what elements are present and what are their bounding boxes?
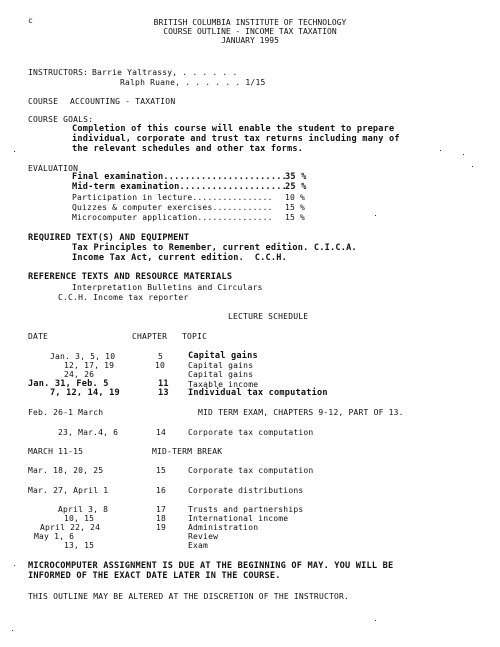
schedule-row-date: 7, 12, 14, 19 xyxy=(50,388,120,398)
schedule-row-date: April 3, 8 xyxy=(58,505,109,514)
schedule-row-chapter: 13 xyxy=(158,388,169,398)
course-value: ACCOUNTING - TAXATION xyxy=(70,97,176,106)
schedule-row-chapter: 15 xyxy=(156,466,167,475)
evaluation-item-value: 35 % xyxy=(285,172,307,182)
page-mark: c xyxy=(28,16,34,25)
schedule-row-date: Jan. 31, Feb. 5 xyxy=(28,379,109,389)
schedule-row-date: Jan. 3, 5, 10 xyxy=(50,352,116,361)
evaluation-item-name: Mid-term examination.................... xyxy=(72,182,287,192)
schedule-row-topic: Capital gains xyxy=(188,351,258,361)
schedule-row-chapter: 14 xyxy=(156,428,167,437)
required-line-2: Income Tax Act, current edition. C.C.H. xyxy=(72,253,287,263)
required-line-1: Tax Principles to Remember, current edition. C.I.C.A. xyxy=(72,243,357,253)
schedule-row-chapter: 17 xyxy=(156,505,167,514)
evaluation-item-name: Quizzes & computer exercises............ xyxy=(72,203,273,212)
schedule-row-topic: Trusts and partnerships xyxy=(188,505,304,514)
schedule-row-chapter: 5 xyxy=(158,352,164,361)
evaluation-label: EVALUATION xyxy=(28,164,79,173)
schedule-row-topic: International income xyxy=(188,514,289,523)
evaluation-item-name: Final examination....................... xyxy=(72,172,287,182)
reference-label: REFERENCE TEXTS AND RESOURCE MATERIALS xyxy=(28,272,233,282)
schedule-row-chapter: MID-TERM BREAK xyxy=(152,447,223,456)
schedule-row-date: 12, 17, 19 xyxy=(64,361,115,370)
schedule-row-chapter: 19 xyxy=(156,523,167,532)
schedule-row-topic: Administration xyxy=(188,523,259,532)
course-label: COURSE xyxy=(28,97,59,106)
schedule-row-chapter: 11 xyxy=(158,379,169,389)
schedule-col-date: DATE xyxy=(28,332,49,341)
scan-speck xyxy=(375,215,376,216)
schedule-row-topic: Individual tax computation xyxy=(188,388,328,398)
schedule-row-topic: Review xyxy=(188,532,219,541)
header-institute: BRITISH COLUMBIA INSTITUTE OF TECHNOLOGY xyxy=(153,18,347,27)
schedule-col-chapter: CHAPTER xyxy=(132,332,168,341)
schedule-row-topic: Capital gains xyxy=(188,370,254,379)
goals-line-3: the relevant schedules and other tax forms. xyxy=(72,144,304,154)
schedule-row-chapter: 18 xyxy=(156,514,167,523)
schedule-row-date: 23, Mar.4, 6 xyxy=(58,428,119,437)
scan-speck xyxy=(463,154,464,155)
schedule-row-date: 13, 15 xyxy=(64,541,95,550)
goals-line-2: individual, corporate and trust tax returns including many of xyxy=(72,134,400,144)
schedule-row-date: May 1, 6 xyxy=(34,532,75,541)
scan-speck xyxy=(14,151,15,152)
scan-speck xyxy=(440,150,441,151)
evaluation-item-name: Microcomputer application............... xyxy=(72,213,273,222)
schedule-row-date: Mar. 27, April 1 xyxy=(28,486,109,495)
scan-speck xyxy=(472,166,473,167)
evaluation-item-value: 15 % xyxy=(285,213,306,222)
schedule-row-topic: Capital gains xyxy=(188,361,254,370)
schedule-title: LECTURE SCHEDULE xyxy=(228,312,309,321)
evaluation-item-value: 10 % xyxy=(285,193,306,202)
scan-speck xyxy=(12,630,13,631)
schedule-row-date: April 22, 24 xyxy=(40,523,101,532)
header-course-outline: COURSE OUTLINE - INCOME TAX TAXATION xyxy=(163,27,337,36)
schedule-row-topic: Corporate tax computation xyxy=(188,428,314,437)
evaluation-item-name: Participation in lecture................ xyxy=(72,193,273,202)
microcomputer-note-line-1: MICROCOMPUTER ASSIGNMENT IS DUE AT THE BEGINNING OF MAY. YOU WILL BE xyxy=(28,561,394,571)
alteration-note: THIS OUTLINE MAY BE ALTERED AT THE DISCRETION OF THE INSTRUCTOR. xyxy=(28,592,350,601)
instructor-1: Barrie Yaltrassy, . . . . . . xyxy=(92,68,238,77)
evaluation-item-value: 25 % xyxy=(285,182,307,192)
reference-line-2: C.C.H. Income tax reporter xyxy=(58,293,189,302)
scan-speck xyxy=(375,620,376,621)
microcomputer-note-line-2: INFORMED OF THE EXACT DATE LATER IN THE COURSE. xyxy=(28,571,281,581)
schedule-row-topic: Taxable income xyxy=(188,380,259,389)
goals-line-1: Completion of this course will enable the student to prepare xyxy=(72,124,395,134)
schedule-row-date: Mar. 18, 20, 25 xyxy=(28,466,104,475)
header-date: JANUARY 1995 xyxy=(221,36,279,45)
reference-line-1: Interpretation Bulletins and Circulars xyxy=(72,283,263,292)
required-label: REQUIRED TEXT(S) AND EQUIPMENT xyxy=(28,233,190,243)
schedule-row-topic: Corporate tax computation xyxy=(188,466,314,475)
schedule-row-topic: Exam xyxy=(188,541,209,550)
schedule-row-date: MARCH 11-15 xyxy=(28,447,84,456)
scan-speck xyxy=(14,565,15,566)
schedule-col-topic: TOPIC xyxy=(182,332,208,341)
schedule-row-date: 24, 26 xyxy=(64,370,95,379)
instructors-label: INSTRUCTORS: xyxy=(28,68,89,77)
evaluation-item-value: 15 % xyxy=(285,203,306,212)
instructor-2: Ralph Ruane, . . . . . . 1/15 xyxy=(120,78,266,87)
schedule-row-date: 10, 15 xyxy=(64,514,95,523)
goals-label: COURSE GOALS: xyxy=(28,115,94,124)
schedule-row-date: Feb. 26-1 March xyxy=(28,408,104,417)
schedule-row-topic: MID TERM EXAM, CHAPTERS 9-12, PART OF 13. xyxy=(198,408,404,417)
schedule-row-chapter: 16 xyxy=(156,486,167,495)
schedule-row-topic: Corporate distributions xyxy=(188,486,304,495)
schedule-row-chapter: 10 xyxy=(155,361,166,370)
